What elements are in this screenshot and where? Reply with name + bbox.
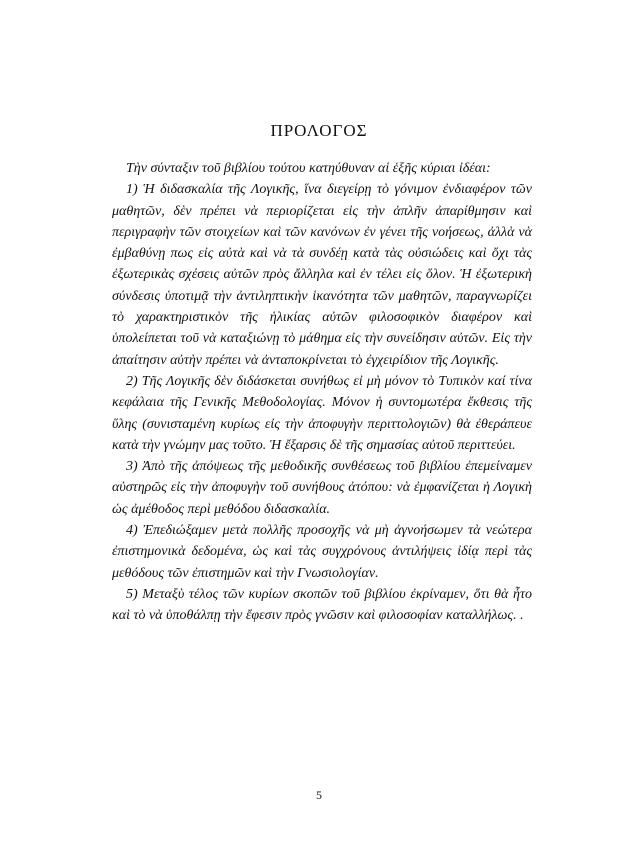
page-title: ΠΡΟΛΟΓΟΣ	[270, 121, 368, 140]
page-number: 5	[316, 788, 322, 802]
paragraph-point-3: 3) Ἀπὸ τῆς ἀπόψεως τῆς μεθοδικῆς συνθέσεως τοῦ βιβλίου ἐπεμείναμεν αὐστηρῶς εἰς τὴν ἀποφυγὴν τοῦ συνήθους ἀτόπου: νὰ ἐμφανίζεται ἡ Λογικὴ ὡς ἀμέθοδος περὶ μεθόδου διδασκαλία.	[112, 459, 532, 517]
paragraph-point-5: 5) Μεταξὺ τέλος τῶν κυρίων σκοπῶν τοῦ βιβλίου ἐκρίναμεν, ὅτι θὰ ἦτο καὶ τὸ νὰ ὑποθάλπῃ τὴν ἔφεσιν πρὸς γνῶσιν καὶ φιλοσοφίαν καταλλήλως. .	[112, 586, 532, 624]
paragraph-point-4: 4) Ἐπεδιώξαμεν μετὰ πολλῆς προσοχῆς νὰ μὴ ἀγνοήσωμεν τὰ νεώτερα ἐπιστημονικὰ δεδομένα, ὡς καὶ τὰς συγχρόνους ἀντιλήψεις ἰδίᾳ περὶ τὰς μεθόδους τῶν ἐπιστημῶν καὶ τὴν Γνωσιολογίαν.	[112, 523, 532, 581]
preface-body	[112, 158, 532, 627]
intro-paragraph: Τὴν σύνταξιν τοῦ βιβλίου τούτου κατηύθυναν αἱ ἑξῆς κύριαι ἰδέαι:	[126, 161, 491, 176]
paragraph-point-2: 2) Τῆς Λογικῆς δὲν διδάσκεται συνήθως εἰ μὴ μόνον τὸ Τυπικὸν καί τίνα κεφάλαια τῆς Γενικῆς Μεθοδολογίας. Μόνον ἡ συντομωτέρα ἔκθεσις τῆς ὕλης (συνισταμένη κυρίως εἰς τὴν ἀποφυγὴν περιττολογιῶν) θὰ ἐθεράπευε κατὰ τὴν γνώμην μας τοῦτο. Ἡ ἔξαρσις δὲ τῆς σημασίας αὐτοῦ περιττεύει.	[112, 373, 532, 453]
paragraph-point-1: 1) Ἡ διδασκαλία τῆς Λογικῆς, ἵνα διεγείρῃ τὸ γόνιμον ἐνδιαφέρον τῶν μαθητῶν, δὲν πρέπει νὰ περιορίζεται εἰς τὴν ἁπλῆν ἀπαρίθμησιν καὶ περιγραφὴν τῶν στοιχείων καὶ τῶν κανόνων ἐν γένει τῆς νοήσεως, ἀλλὰ νὰ ἐμβαθύνῃ πως εἰς αὐτὰ καὶ νὰ τὰ συνδέῃ κατὰ τὰς οὐσιώδεις καὶ ὄχι τὰς ἐξωτερικὰς σχέσεις αὐτῶν πρὸς ἄλληλα καὶ ἐν τέλει εἰς ὅλον. Ἡ ἐξωτερικὴ σύνδεσις ὑποτιμᾷ τὴν ἀντιληπτικὴν ἱκανότητα τῶν μαθητῶν, παραγνωρίζει τὸ χαρακτηριστικὸν τῆς ἡλικίας αὐτῶν φιλοσοφικὸν διαφέρον καὶ ὑπολείπεται τοῦ νὰ καταξιώνῃ τὸ μάθημα εἰς τὴν συνείδησιν αὐτῶν. Εἰς τὴν ἀπαίτησιν αὐτὴν πρέπει νὰ ἀνταποκρίνεται τὸ ἐγχειρίδιον τῆς Λογικῆς.	[112, 182, 532, 368]
